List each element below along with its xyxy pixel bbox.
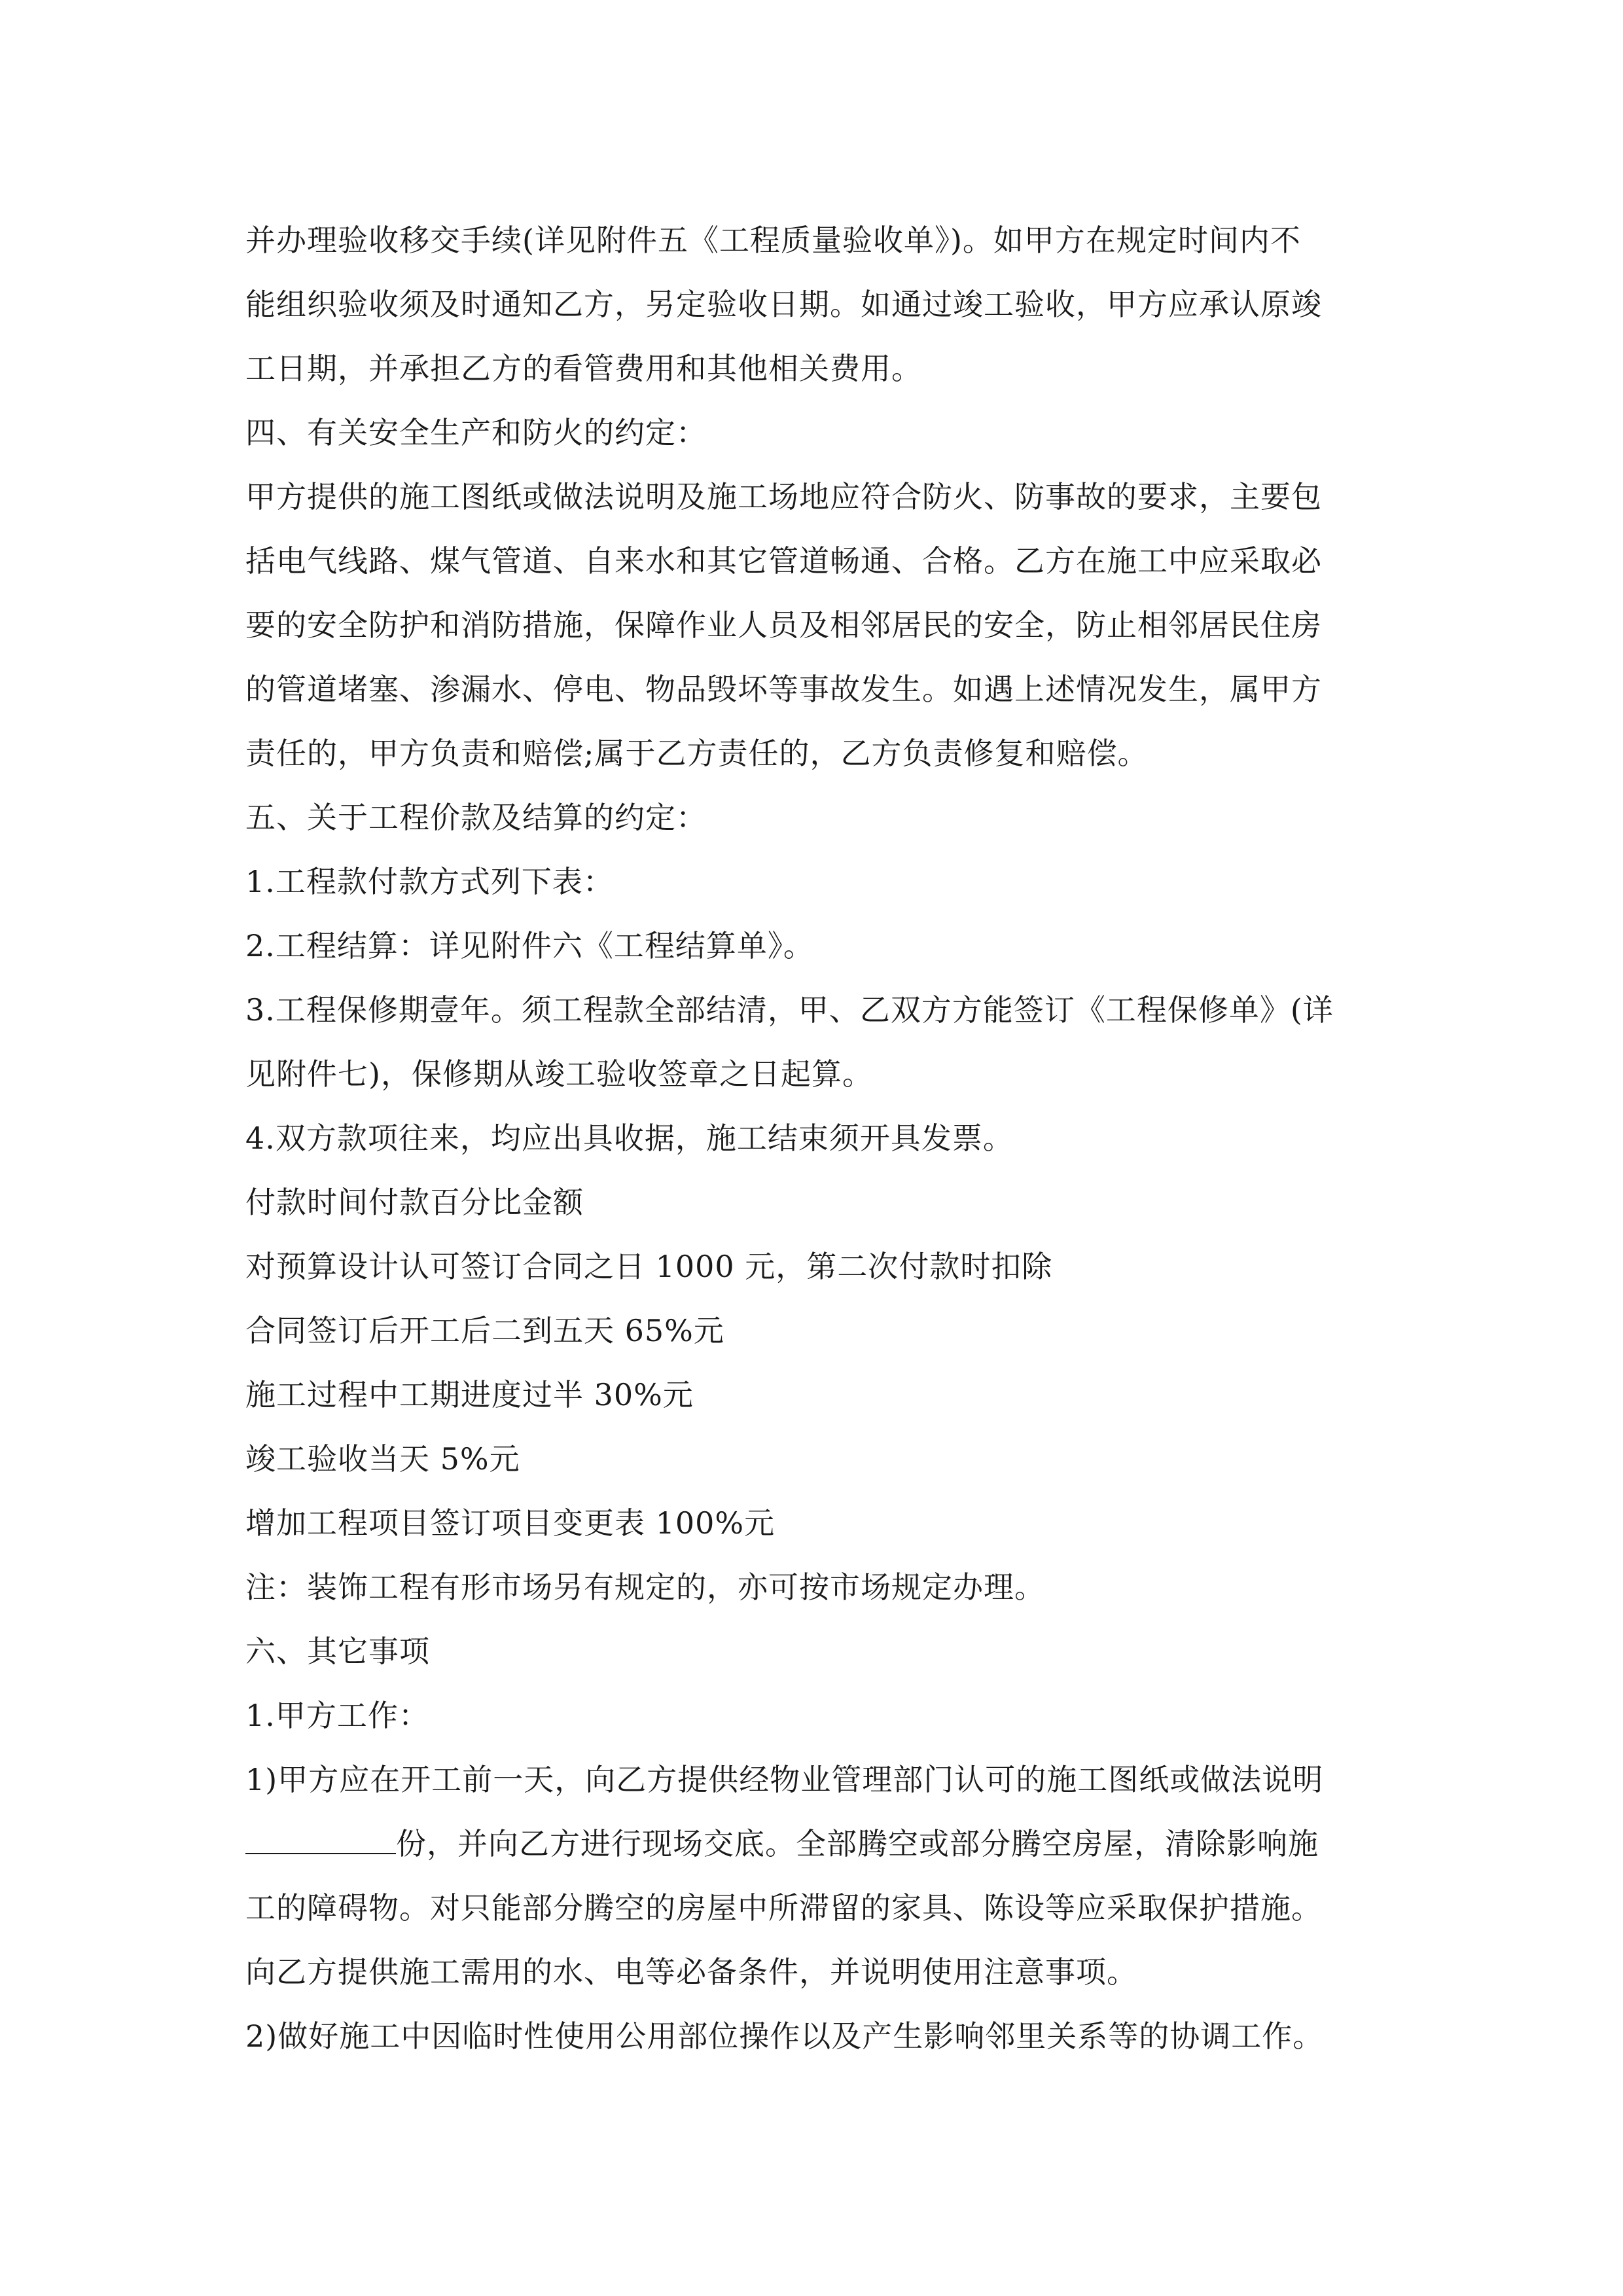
text-line: 能组织验收须及时通知乙方，另定验收日期。如通过竣工验收，甲方应承认原竣: [245, 287, 1322, 322]
text-line: 见附件七)，保修期从竣工验收签章之日起算。: [245, 1056, 873, 1092]
blank-line-text: 份，并向乙方进行现场交底。全部腾空或部分腾空房屋，清除影响施: [396, 1826, 1319, 1861]
payment-row: 增加工程项目签订项目变更表 100%元: [245, 1505, 776, 1541]
text-line: 工的障碍物。对只能部分腾空的房屋中所滞留的家具、陈设等应采取保护措施。: [245, 1890, 1322, 1926]
contract-body: [245, 208, 1397, 2068]
text-line: 要的安全防护和消防措施，保障作业人员及相邻居民的安全，防止相邻居民住房: [245, 607, 1322, 643]
payment-row: 合同签订后开工后二到五天 65%元: [245, 1313, 724, 1348]
text-line-with-blank: [245, 1812, 1397, 1876]
text-line: 责任的，甲方负责和赔偿;属于乙方责任的，乙方负责修复和赔偿。: [245, 736, 1149, 771]
list-item: 1.工程款付款方式列下表：: [245, 864, 614, 899]
section-heading: 五、关于工程价款及结算的约定：: [245, 800, 707, 835]
payment-row: 施工过程中工期进度过半 30%元: [245, 1377, 694, 1412]
list-item: 1.甲方工作：: [245, 1698, 429, 1733]
payment-table-header: 付款时间付款百分比金额: [245, 1185, 584, 1220]
text-line: 向乙方提供施工需用的水、电等必备条件，并说明使用注意事项。: [245, 1954, 1137, 1990]
list-item: 2.工程结算：详见附件六《工程结算单》。: [245, 928, 814, 963]
section-heading: 六、其它事项: [245, 1634, 430, 1669]
text-line: 括电气线路、煤气管道、自来水和其它管道畅通、合格。乙方在施工中应采取必: [245, 543, 1322, 579]
payment-row: 对预算设计认可签订合同之日 1000 元，第二次付款时扣除: [245, 1249, 1053, 1284]
list-item: 4.双方款项往来，均应出具收据，施工结束须开具发票。: [245, 1121, 1014, 1156]
note-line: 注：装饰工程有形市场另有规定的，亦可按市场规定办理。: [245, 1570, 1045, 1605]
list-item: 3.工程保修期壹年。须工程款全部结清，甲、乙双方方能签订《工程保修单》(详: [245, 992, 1334, 1028]
fill-in-blank: [245, 1827, 396, 1854]
list-item: 1)甲方应在开工前一天，向乙方提供经物业管理部门认可的施工图纸或做法说明: [245, 1762, 1324, 1797]
payment-row: 竣工验收当天 5%元: [245, 1441, 520, 1477]
text-line: 甲方提供的施工图纸或做法说明及施工场地应符合防火、防事故的要求，主要包: [245, 479, 1322, 514]
text-line: 并办理验收移交手续(详见附件五《工程质量验收单》)。如甲方在规定时间内不: [245, 223, 1301, 258]
section-heading: 四、有关安全生产和防火的约定：: [245, 415, 707, 450]
text-line: 的管道堵塞、渗漏水、停电、物品毁坏等事故发生。如遇上述情况发生，属甲方: [245, 672, 1322, 707]
text-line: 工日期，并承担乙方的看管费用和其他相关费用。: [245, 351, 922, 386]
list-item: 2)做好施工中因临时性使用公用部位操作以及产生影响邻里关系等的协调工作。: [245, 2018, 1324, 2054]
